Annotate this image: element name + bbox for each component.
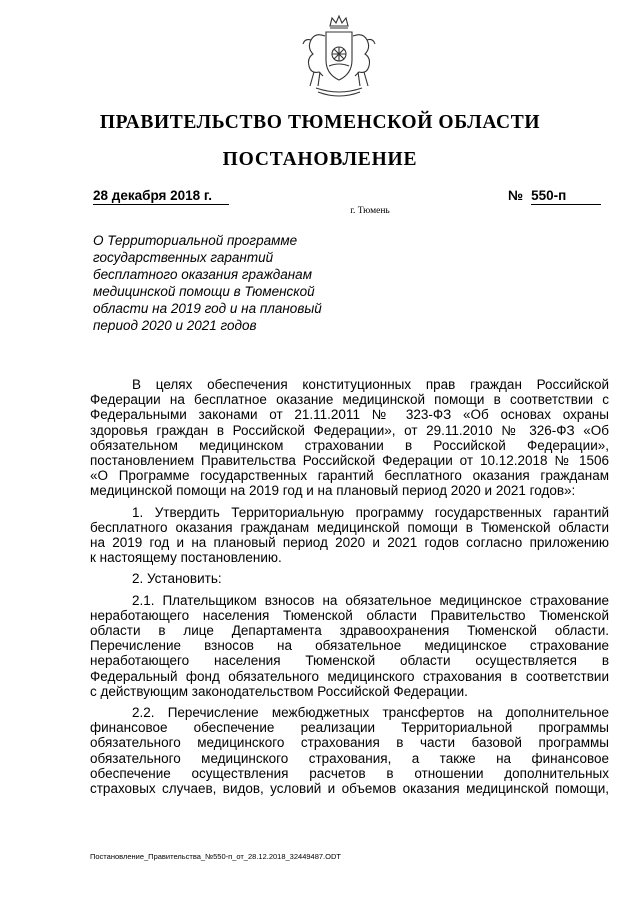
paragraph [90,571,609,586]
paragraph-line: обеспечение осуществления расчетов в отношении дополнительных [90,765,609,781]
paragraph-line: с действующим законодательством Российской Федерации. [90,683,468,699]
paragraph-line: 2.1. Плательщиком взносов на обязательное медицинское страхование [132,592,609,608]
number-value: 550-п [531,188,601,205]
subject-line: бесплатного оказания гражданам [93,267,312,282]
paragraph-line: на 2019 год и на плановый период 2020 и 2021 годов согласно приложению [90,535,609,551]
paragraph-line: обязательного медицинского страхования, а также на финансовое [90,750,609,766]
paragraph-line: постановлением Правительства Российской Федерации от 10.12.2018 № 1506 [90,453,609,469]
subject-line: период 2020 и 2021 годов [93,318,257,333]
document-date: 28 декабря 2018 г. [93,188,229,205]
paragraph-line: Федеральными законами от 21.11.2011 № 323-ФЗ «Об основах охраны [90,407,609,423]
subject-line: государственных гарантий [93,250,274,265]
paragraph-line: 2. Установить: [132,571,222,587]
paragraph-line: неработающего населения Тюменской области осуществляется в [90,653,609,669]
paragraph-line: бесплатного оказания гражданам медицинской помощи в Тюменской области [90,519,609,535]
paragraph-line: Перечисление взносов на обязательное медицинское страхование [90,638,609,654]
paragraph-line: обязательном медицинском страховании в Российской Федерации», [90,437,609,453]
paragraph-line: неработающего населения Тюменской области Правительство Тюменской [90,607,609,623]
paragraph-line: «О Программе государственных гарантий бесплатного оказания гражданам [90,468,609,484]
government-title: ПРАВИТЕЛЬСТВО ТЮМЕНСКОЙ ОБЛАСТИ [99,112,541,133]
document-type: ПОСТАНОВЛЕНИЕ [222,149,418,170]
paragraph [90,377,609,499]
paragraph-line: страховых случаев, видов, условий и объемов оказания медицинской помощи, [90,781,609,797]
subject-line: медицинской помощи в Тюменской [93,284,315,299]
paragraph-line: медицинской помощи на 2019 год и на плановый период 2020 и 2021 годов»: [90,483,576,499]
paragraph-line: к настоящему постановлению. [90,550,282,566]
paragraph-line: В целях обеспечения конституционных прав граждан Российской [132,377,609,392]
coat-of-arms-icon [296,14,382,98]
city: г. Тюмень [350,206,390,216]
file-footer: Постановление_Правительства_№550-п_от_28.12.2018_32449487.ODT [90,852,341,861]
subject-line: О Территориальной программе [93,233,298,248]
paragraph-line: здоровья граждан в Российской Федерации», от 29.11.2010 № 326-ФЗ «Об [90,422,609,438]
paragraph-line: финансовое обеспечение реализации Территориальной программы [90,720,609,736]
paragraph-line: Федеральный фонд обязательного медицинского страхования в соответствии [90,668,609,684]
paragraph [90,593,609,699]
paragraph [90,505,609,566]
paragraph-line: Федерации на бесплатное оказание медицинской помощи в соответствии с [90,392,609,408]
paragraph-line: 1. Утвердить Территориальную программу государственных гарантий [132,504,609,520]
subject-line: области на 2019 год и на плановый [93,301,322,316]
document-subject [93,232,363,334]
paragraph-line: 2.2. Перечисление межбюджетных трансфертов на дополнительное [132,705,609,721]
document-body [90,377,609,796]
paragraph-line: области в лице Департамента здравоохранения Тюменской области. [90,623,609,639]
number-sign: № [508,188,524,203]
paragraph [90,705,609,796]
document-number [508,188,604,205]
paragraph-line: обязательного медицинского страхования в части базовой программы [90,735,609,751]
